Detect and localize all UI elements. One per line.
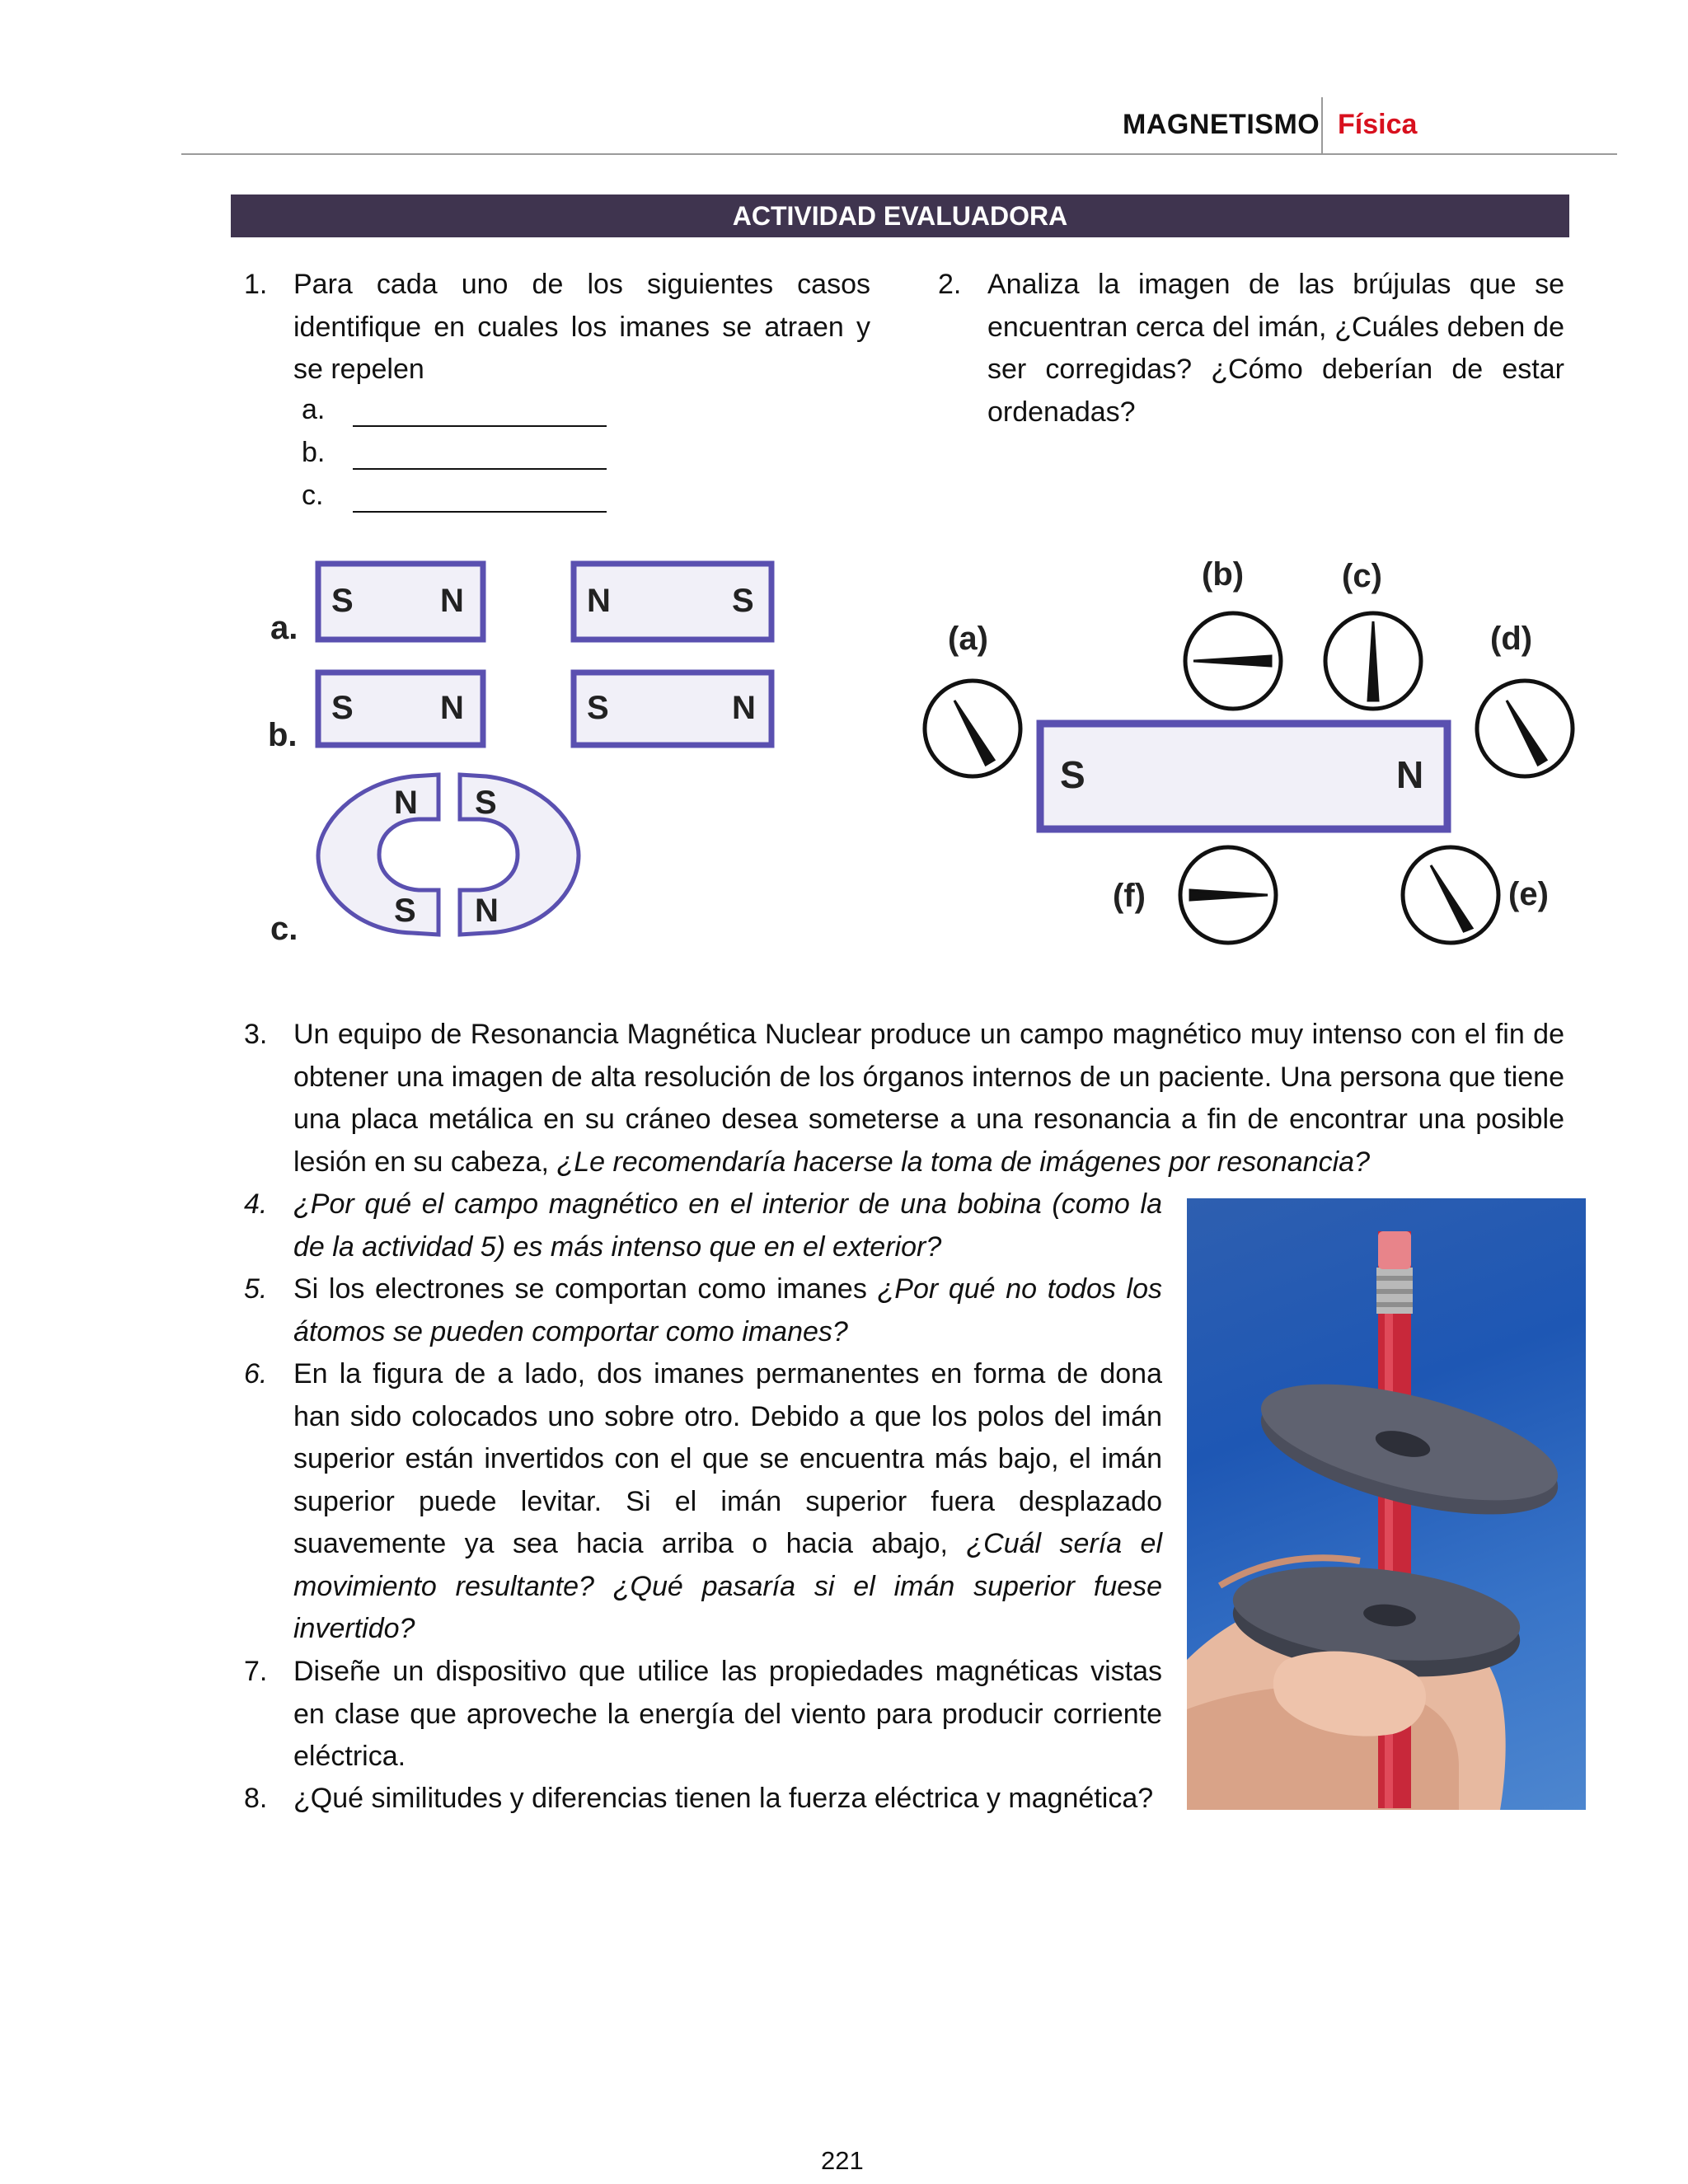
compass-label-f: (f) bbox=[1113, 878, 1146, 914]
q3-text: Un equipo de Resonancia Magnética Nuclear produce un campo magnético muy intenso con el fin de obtener una imagen de alta resolución de los órganos internos de un paciente. Una persona que tiene una placa metálica en su cráneo desea someterse a una resonancia a fin de encontrar una posible lesión en su cabeza, bbox=[293, 1019, 1564, 1178]
header-divider bbox=[1321, 97, 1323, 155]
magnet-b-right-pole-1: S bbox=[587, 690, 609, 726]
compass-label-c: (c) bbox=[1342, 558, 1382, 594]
q5-text: Si los electrones se comportan como imanes bbox=[293, 1273, 867, 1305]
magnet-row-b-label: b. bbox=[268, 717, 298, 753]
q1-item-a-blank bbox=[353, 402, 607, 427]
horseshoe-left bbox=[318, 775, 438, 935]
q8-text: ¿Qué similitudes y diferencias tienen la fuerza eléctrica y magnética? bbox=[293, 1783, 1154, 1814]
activity-banner: ACTIVIDAD EVALUADORA bbox=[231, 194, 1569, 237]
levitating-magnets-illustration bbox=[1187, 1198, 1586, 1810]
q5-question: ¿Por qué no todos los átomos se pueden comportar como imanes? bbox=[293, 1273, 1163, 1347]
q2-number: 2. bbox=[938, 269, 962, 300]
magnet-a-right-pole-1: N bbox=[587, 583, 611, 619]
q2-text: Analiza la imagen de las brújulas que se encuentran cerca del imán, ¿Cuáles deben de ser corregidas? ¿Cómo deberían de estar ordenadas? bbox=[987, 269, 1564, 428]
compass-label-d: (d) bbox=[1490, 621, 1533, 657]
q6-body bbox=[293, 1353, 1162, 1651]
magnet-b-right-pole-2: N bbox=[732, 690, 756, 726]
bar-magnet bbox=[1040, 724, 1447, 829]
levitating-magnets-photo bbox=[1187, 1198, 1586, 1810]
compass-label-b: (b) bbox=[1202, 556, 1245, 593]
q1-text: Para cada uno de los siguientes casos identifique en cuales los imanes se atraen y se repelen bbox=[293, 269, 870, 385]
q7-number: 7. bbox=[244, 1656, 268, 1687]
q5-body bbox=[293, 1268, 1162, 1353]
bar-magnet-pole-s: S bbox=[1060, 753, 1085, 796]
q1-item-b-blank bbox=[353, 445, 607, 470]
q6-number: 6. bbox=[244, 1358, 268, 1390]
magnet-a-left-pole-1: S bbox=[331, 583, 354, 619]
compass-figure bbox=[915, 544, 1582, 956]
q1-item-c-blank bbox=[353, 488, 607, 513]
bar-magnet-pole-n: N bbox=[1396, 753, 1424, 796]
header-rule bbox=[181, 153, 1617, 155]
page-number: 221 bbox=[821, 2146, 864, 2175]
q3-body bbox=[293, 1014, 1564, 1183]
q3-question: ¿Le recomendaría hacerse la toma de imágenes por resonancia? bbox=[556, 1146, 1371, 1178]
horseshoe-bottom-pole-1: S bbox=[394, 893, 416, 929]
q1-item-c-label: c. bbox=[302, 480, 324, 511]
compass-label-e: (e) bbox=[1508, 876, 1549, 912]
compass-label-a: (a) bbox=[948, 621, 988, 657]
magnet-a-right-pole-2: S bbox=[732, 583, 754, 619]
q3-number: 3. bbox=[244, 1019, 268, 1050]
magnet-row-c-label: c. bbox=[270, 911, 298, 947]
magnet-b-left-pole-1: S bbox=[331, 690, 354, 726]
magnets-figure bbox=[256, 544, 783, 956]
q4-number: 4. bbox=[244, 1188, 268, 1220]
header-subject: Física bbox=[1338, 109, 1418, 140]
q1-number: 1. bbox=[244, 269, 268, 300]
q6-text: En la figura de a lado, dos imanes permanentes en forma de dona han sido colocados uno sobre otro. Debido a que los polos del imán superior están invertidos con el que se encuentra más bajo, el imán superior puede levitar. Si el imán superior fuera desplazado suavemente ya sea hacia arriba o hacia abajo, bbox=[293, 1358, 1162, 1559]
header-title: MAGNETISMO bbox=[1123, 109, 1320, 140]
q4-text: ¿Por qué el campo magnético en el interior de una bobina (como la de la actividad 5) es más intenso que en el exterior? bbox=[293, 1188, 1162, 1263]
q6-question: ¿Cuál sería el movimiento resultante? ¿Qué pasaría si el imán superior fuese invertido? bbox=[293, 1528, 1163, 1644]
magnet-row-a-label: a. bbox=[270, 610, 298, 646]
q1-item-a-label: a. bbox=[302, 394, 326, 425]
q8-number: 8. bbox=[244, 1783, 268, 1814]
horseshoe-top-pole-1: N bbox=[394, 785, 418, 821]
magnet-a-left-pole-2: N bbox=[440, 583, 464, 619]
q5-number: 5. bbox=[244, 1273, 268, 1305]
q7-text: Diseñe un dispositivo que utilice las propiedades magnéticas vistas en clase que aproveche la energía del viento para producir corriente eléctrica. bbox=[293, 1656, 1162, 1772]
horseshoe-bottom-pole-2: N bbox=[475, 893, 499, 929]
q1-item-b-label: b. bbox=[302, 437, 326, 468]
magnet-b-left-pole-2: N bbox=[440, 690, 464, 726]
horseshoe-top-pole-2: S bbox=[475, 785, 497, 821]
